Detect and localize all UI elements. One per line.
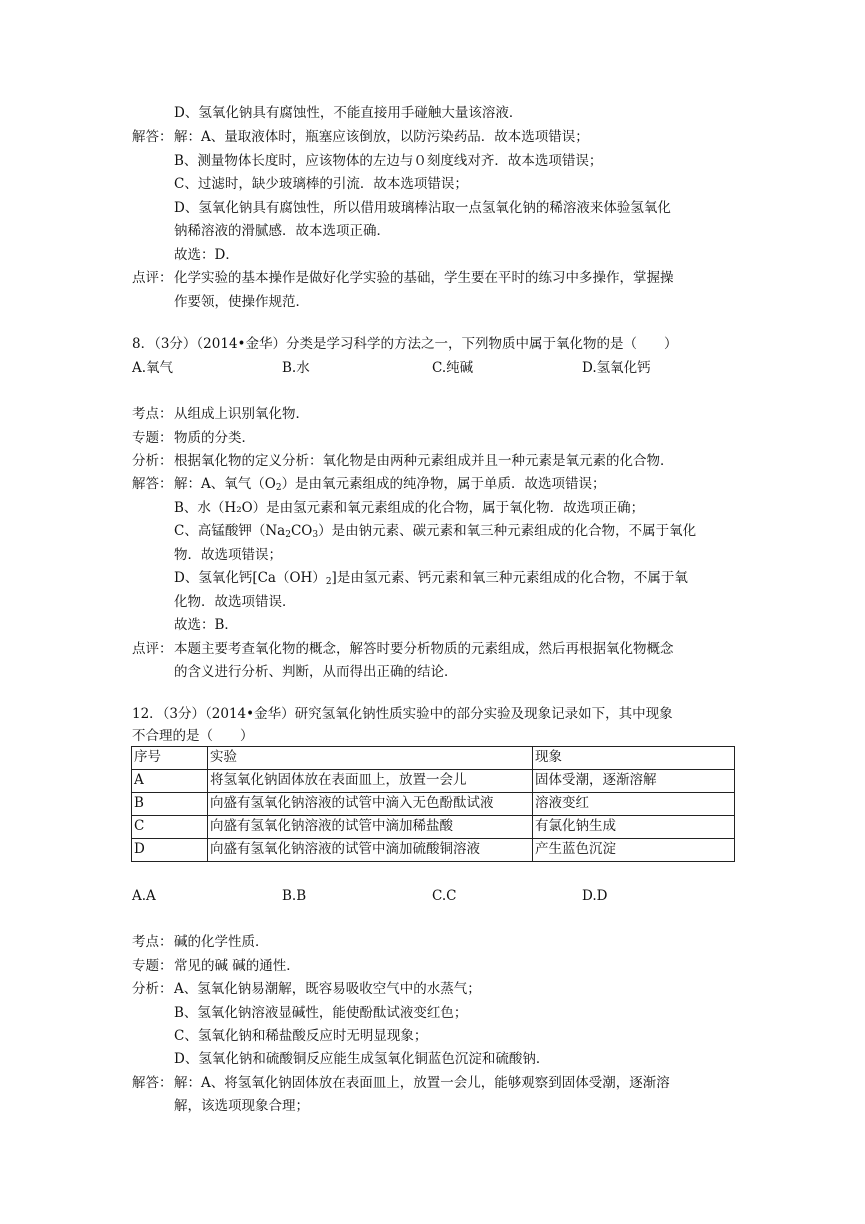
q8-kaodian-label: 考点： [132, 406, 173, 422]
q8-answer-a: 解：A、氧气$(O_2)$是由氧元素组成的纯净物，属于单质．故选项错误； [174, 476, 606, 493]
table-cell: 产生蓝色沉淀 [533, 839, 735, 862]
q8-choice-d: D.氢氧化钙 [582, 360, 651, 376]
q8-answer-d-line1: D、氢氧化钙$[Ca(OH)_2]$是由氢元素、钙元素和氧三种元素组成的化合物，不属于氧 [174, 570, 688, 587]
q12-answer-label: 解答： [132, 1075, 173, 1091]
table-header-cell: 实验 [208, 747, 533, 770]
q8-comment-line2: 的含义进行分析、判断，从而得出正确的结论． [174, 664, 458, 680]
table-row [132, 839, 735, 862]
q7-answer-a: 解：A、量取液体时，瓶塞应该倒放，以防污染药品．故本选项错误； [174, 129, 589, 145]
q12-answer-a-line2: 解，该选项现象合理； [174, 1098, 309, 1114]
table-cell: 溶液变红 [533, 793, 735, 816]
q8-answer-label: 解答： [132, 476, 173, 492]
q12-answer-a-line1: 解：A、将氢氧化钠固体放在表面皿上，放置一会儿，能够观察到固体受潮，逐渐溶 [174, 1075, 670, 1091]
experiment-table [131, 746, 735, 862]
table-row [132, 816, 735, 839]
q12-choice-a: A.A [132, 888, 156, 904]
table-cell: 向盛有氢氧化钠溶液的试管中滴加稀盐酸 [208, 816, 533, 839]
q12-fenxi-label: 分析： [132, 981, 173, 997]
q8-kaodian: 从组成上识别氧化物． [174, 406, 309, 422]
q7-answer-b: B、测量物体长度时，应该物体的左边与０刻度线对齐．故本选项错误； [174, 153, 603, 169]
table-cell: C [132, 816, 208, 839]
q7-comment-line2: 作要领，使操作规范． [174, 294, 309, 310]
q7-answer-d-line2: 钠稀溶液的滑腻感．故本选项正确． [174, 223, 390, 239]
q7-comment-line1: 化学实验的基本操作是做好化学实验的基础，学生要在平时的练习中多操作，掌握操 [174, 270, 674, 286]
q12-choice-c: C.C [432, 888, 457, 904]
q8-fenxi-label: 分析： [132, 453, 173, 469]
table-cell: 向盛有氢氧化钠溶液的试管中滴加硫酸铜溶液 [208, 839, 533, 862]
table-cell: A [132, 770, 208, 793]
table-cell: 向盛有氢氧化钠溶液的试管中滴入无色酚酞试液 [208, 793, 533, 816]
q12-choice-d: D.D [582, 888, 608, 904]
table-cell: 有氯化钠生成 [533, 816, 735, 839]
q7-answer-label: 解答： [132, 129, 173, 145]
q8-zhuanti: 物质的分类． [174, 430, 255, 446]
q8-choice-a: A.氧气 [132, 360, 174, 376]
q7-comment-label: 点评： [132, 270, 173, 286]
q12-stem-line2: 不合理的是（ ） [132, 728, 254, 744]
q8-fenxi: 根据氧化物的定义分析：氧化物是由两种元素组成并且一种元素是氧元素的化合物． [174, 453, 674, 469]
q8-answer-d-line2: 化物．故选项错误． [174, 594, 296, 610]
q12-choice-b: B.B [282, 888, 307, 904]
q8-conclusion: 故选：B． [174, 617, 238, 633]
table-cell: 将氢氧化钠固体放在表面皿上，放置一会儿 [208, 770, 533, 793]
q7-conclusion: 故选：D． [174, 247, 239, 263]
q12-fenxi-b: B、氢氧化钠溶液显碱性，能使酚酞试液变红色； [174, 1005, 468, 1021]
q8-answer-b: B、水（H₂O）是由氢元素和氧元素组成的化合物，属于氧化物．故选项正确； [174, 500, 645, 516]
q8-answer-c-line1: C、高锰酸钾$(Na_2CO_3)$是由钠元素、碳元素和氧三种元素组成的化合物，不属于氧化 [174, 523, 697, 540]
table-cell: 固体受潮，逐渐溶解 [533, 770, 735, 793]
q7-answer-d-line1: D、氢氧化钠具有腐蚀性，所以借用玻璃棒沾取一点氢氧化钠的稀溶液来体验氢氧化 [174, 200, 671, 216]
q8-answer-c-line2: 物．故选项错误； [174, 547, 282, 563]
table-header-cell: 序号 [132, 747, 208, 770]
q12-zhuanti: 常见的碱 碱的通性． [174, 958, 300, 974]
q12-fenxi-d: D、氢氧化钠和硫酸铜反应能生成氢氧化铜蓝色沉淀和硫酸钠． [174, 1051, 550, 1067]
table-row [132, 793, 735, 816]
q8-choice-b: B.水 [282, 360, 310, 376]
q8-stem: 8．（3分）（2014•金华）分类是学习科学的方法之一，下列物质中属于氧化物的是（ ） [132, 336, 678, 352]
q8-comment-line1: 本题主要考查氧化物的概念，解答时要分析物质的元素组成，然后再根据氧化物概念 [174, 641, 674, 657]
q12-kaodian: 碱的化学性质． [174, 934, 269, 950]
q12-stem-line1: 12．（3分）（2014•金华）研究氢氧化钠性质实验中的部分实验及现象记录如下，其中现象 [132, 706, 673, 722]
table-header-cell: 现象 [533, 747, 735, 770]
q8-comment-label: 点评： [132, 641, 173, 657]
table-cell: D [132, 839, 208, 862]
q12-kaodian-label: 考点： [132, 934, 173, 950]
table-row [132, 770, 735, 793]
q7-answer-c: C、过滤时，缺少玻璃棒的引流．故本选项错误； [174, 176, 468, 192]
q12-fenxi-c: C、氢氧化钠和稀盐酸反应时无明显现象； [174, 1028, 428, 1044]
q8-choice-c: C.纯碱 [432, 360, 474, 376]
table-cell: B [132, 793, 208, 816]
q12-zhuanti-label: 专题： [132, 958, 173, 974]
q12-fenxi-a: A、氢氧化钠易潮解，既容易吸收空气中的水蒸气； [174, 981, 481, 997]
table-header-row [132, 747, 735, 770]
q7-option-d: D、氢氧化钠具有腐蚀性，不能直接用手碰触大量该溶液． [174, 105, 523, 121]
q8-zhuanti-label: 专题： [132, 430, 173, 446]
